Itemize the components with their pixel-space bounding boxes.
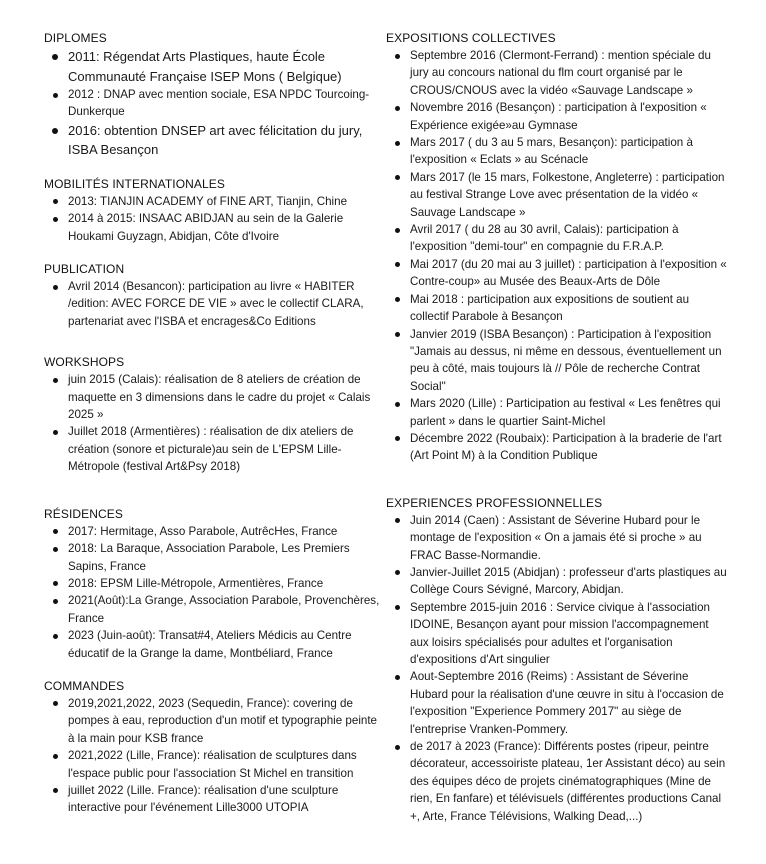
- list-item: Janvier-Juillet 2015 (Abidjan) : professeur d'arts plastiques au Collège Cours Sévigné, Marcory, Abidjan.: [386, 564, 728, 599]
- list-item: 2019,2021,2022, 2023 (Sequedin, France): covering de pompes à eau, reproduction d'un motif et typographie peinte à la main pour KSB france: [44, 695, 384, 747]
- section-mobilites: [44, 176, 384, 245]
- list-item: 2012 : DNAP avec mention sociale, ESA NPDC Tourcoing-Dunkerque: [44, 86, 384, 121]
- section-title-expositions: EXPOSITIONS COLLECTIVES: [386, 31, 556, 45]
- list-item: Aout-Septembre 2016 (Reims) : Assistant de Séverine Hubard pour la réalisation d'une œuvre in situ à l'occasion de l'exposition "Experience Pommery 2017" au siège de l'entreprise Vranken-Pommery.: [386, 668, 728, 738]
- list-item: 2014 à 2015: INSAAC ABIDJAN au sein de la Galerie Houkami Guyzagn, Abidjan, Côte d'Ivoire: [44, 210, 384, 245]
- list-item: 2018: EPSM Lille-Métropole, Armentières, France: [44, 575, 384, 592]
- publication-list: [44, 278, 384, 330]
- list-item: Juin 2014 (Caen) : Assistant de Séverine Hubard pour le montage de l'exposition « On a jamais été si proche » au FRAC Basse-Normandie.: [386, 512, 728, 564]
- section-commandes: [44, 678, 384, 817]
- mobilites-list: [44, 193, 384, 245]
- residences-list: [44, 523, 384, 662]
- list-item: 2017: Hermitage, Asso Parabole, AutrêcHes, France: [44, 523, 384, 540]
- right-column: [386, 30, 728, 825]
- list-item: Mars 2017 (le 15 mars, Folkestone, Angleterre) : participation au festival Strange Love avec présentation de la vidéo « Sauvage Landscape »: [386, 169, 728, 221]
- section-experiences: [386, 495, 728, 825]
- section-title-mobilites: MOBILITÉS INTERNATIONALES: [44, 176, 225, 191]
- list-item: 2023 (Juin-août): Transat#4, Ateliers Médicis au Centre éducatif de la Grange la dame, Montbéliard, France: [44, 627, 384, 662]
- list-item: 2013: TIANJIN ACADEMY of FINE ART, Tianjin, Chine: [44, 193, 384, 210]
- list-item: 2018: La Baraque, Association Parabole, Les Premiers Sapins, France: [44, 540, 384, 575]
- list-item: juillet 2022 (Lille. France): réalisation d'une sculpture interactive pour l'événement Lille3000 UTOPIA: [44, 782, 384, 817]
- commandes-list: [44, 695, 384, 817]
- section-expositions: [386, 30, 728, 465]
- list-item: 2021,2022 (Lille, France): réalisation de sculptures dans l'espace public pour l'association St Michel en transition: [44, 747, 384, 782]
- section-residences: [44, 506, 384, 662]
- section-title-residences: RÉSIDENCES: [44, 506, 124, 521]
- section-title-publication: PUBLICATION: [44, 262, 125, 277]
- expositions-list: [386, 47, 728, 465]
- list-item: 2021(Août):La Grange, Association Parabole, Provenchères, France: [44, 592, 384, 627]
- section-title-workshops: WORKSHOPS: [44, 355, 125, 370]
- list-item: Juillet 2018 (Armentières) : réalisation de dix ateliers de création (sonore et picturale)au sein de L'EPSM Lille-Métropole (festival Art&Psy 2018): [44, 423, 384, 475]
- diplomes-list: [44, 47, 384, 160]
- section-title-commandes: COMMANDES: [44, 678, 125, 693]
- left-column: [44, 30, 384, 817]
- experiences-list: [386, 512, 728, 825]
- list-item: Septembre 2015-juin 2016 : Service civique à l'association IDOINE, Besançon ayant pour mission l'accompagnement aux loisirs spécialisés pour adultes et l'organisation d'expositions d'Art singulier: [386, 599, 728, 669]
- list-item: juin 2015 (Calais): réalisation de 8 ateliers de création de maquette en 3 dimensions dans le cadre du projet « Calais 2025 »: [44, 371, 384, 423]
- section-workshops: [44, 354, 384, 475]
- section-title-experiences: EXPERIENCES PROFESSIONNELLES: [386, 495, 603, 510]
- list-item: Avril 2014 (Besancon): participation au livre « HABITER /edition: AVEC FORCE DE VIE » avec le collectif CLARA, partenariat avec l'ISBA et encrages&Co Editions: [44, 278, 384, 330]
- workshops-list: [44, 371, 384, 475]
- list-item: Septembre 2016 (Clermont-Ferrand) : mention spéciale du jury au concours national du flm court organisé par le CROUS/CNOUS avec la vidéo «Sauvage Landscape »: [386, 47, 728, 99]
- list-item: Avril 2017 ( du 28 au 30 avril, Calais): participation à l'exposition "demi-tour" en compagnie du F.R.A.P.: [386, 221, 728, 256]
- list-item: Mars 2020 (Lille) : Participation au festival « Les fenêtres qui parlent » dans le quartier Saint-Michel: [386, 395, 728, 430]
- section-publication: [44, 261, 384, 330]
- list-item: Mai 2018 : participation aux expositions de soutient au collectif Parabole à Besançon: [386, 291, 728, 326]
- section-diplomes: [44, 30, 384, 160]
- list-item: Novembre 2016 (Besançon) : participation à l'exposition « Expérience exigée»au Gymnase: [386, 99, 728, 134]
- list-item: Mai 2017 (du 20 mai au 3 juillet) : participation à l'exposition « Contre-coup» au Musée des Beaux-Arts de Dôle: [386, 256, 728, 291]
- section-title-diplomes: DIPLOMES: [44, 31, 107, 45]
- list-item: Mars 2017 ( du 3 au 5 mars, Besançon): participation à l'exposition « Eclats » au Scénacle: [386, 134, 728, 169]
- list-item: 2016: obtention DNSEP art avec félicitation du jury, ISBA Besançon: [44, 121, 384, 160]
- list-item: 2011: Régendat Arts Plastiques, haute École Communauté Française ISEP Mons ( Belgique): [44, 47, 384, 86]
- list-item: de 2017 à 2023 (France): Différents postes (ripeur, peintre décorateur, accessoiriste plateau, 1er Assistant déco) au sein des équipes déco de projets cinématographiques (Mine de rien, En fanfare) et télévisuels (différentes productions Canal +, Arte, France Télévisions, Walking Dead,...): [386, 738, 728, 825]
- list-item: Janvier 2019 (ISBA Besançon) : Participation à l'exposition "Jamais au dessus, ni même en dessous, éventuellement un peu à côté, mais toujours là // Pôle de recherche Contrat Social": [386, 326, 728, 396]
- list-item: Décembre 2022 (Roubaix): Participation à la braderie de l'art (Art Point M) à la Condition Publique: [386, 430, 728, 465]
